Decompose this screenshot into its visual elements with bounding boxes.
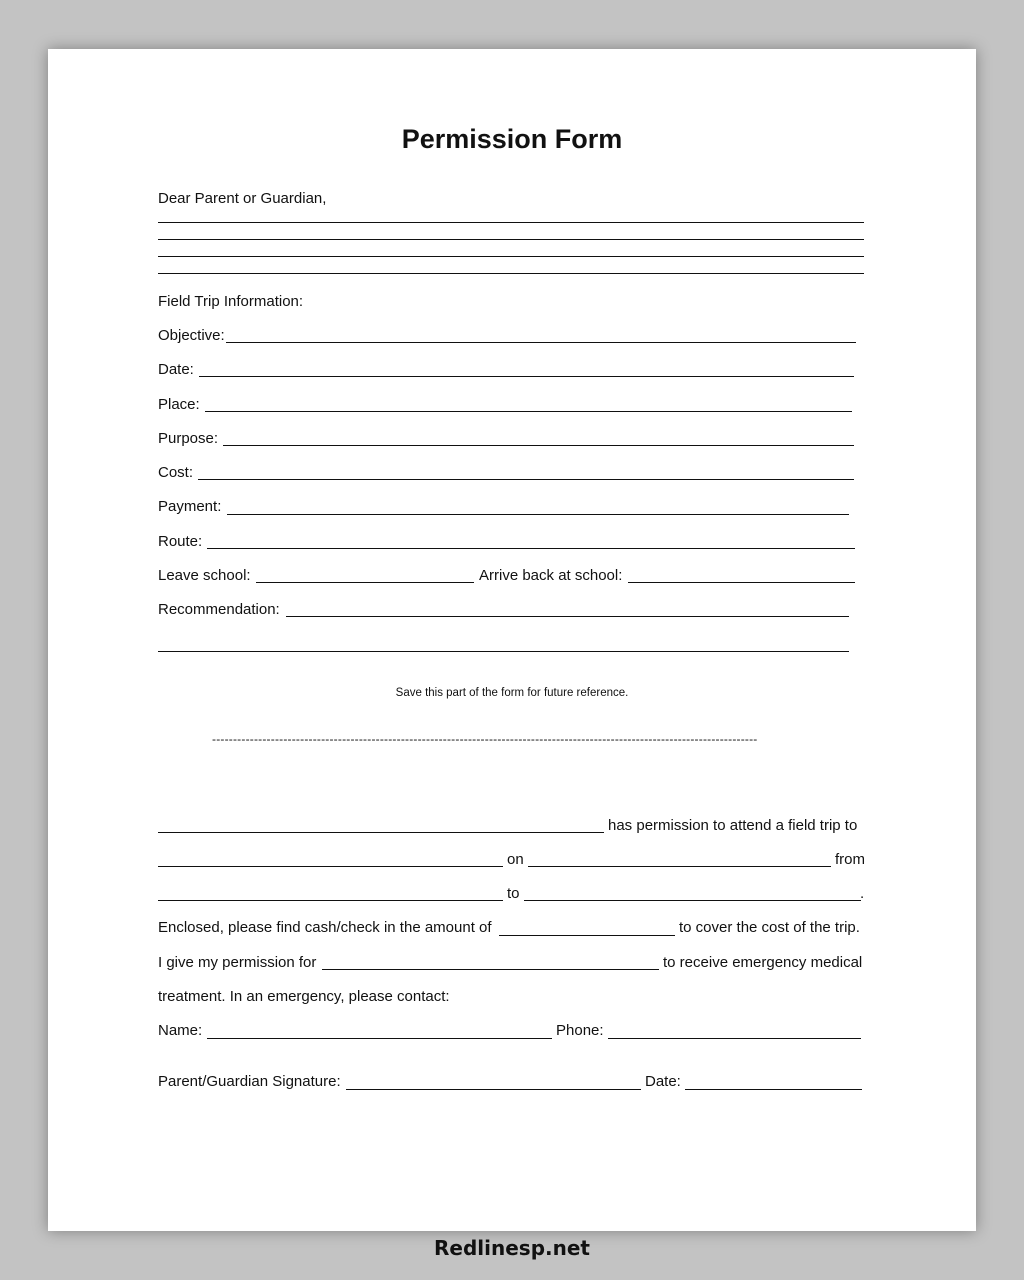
recommendation-field[interactable] [286, 616, 849, 617]
objective-label: Objective: [158, 327, 225, 344]
to-time-field[interactable] [524, 900, 861, 901]
give-permission-text: I give my permission for [158, 954, 317, 971]
page-title: Permission Form [401, 124, 623, 154]
place-field[interactable] [205, 411, 852, 412]
student-name-field[interactable] [158, 832, 604, 833]
receive-medical-text: to receive emergency medical [663, 954, 863, 971]
period-text: . [860, 885, 865, 902]
on-text: on [507, 851, 524, 868]
payment-field[interactable] [227, 514, 849, 515]
letter-line-3[interactable] [158, 256, 864, 257]
enclosed-text: Enclosed, please find cash/check in the amount of [158, 919, 492, 936]
objective-field[interactable] [226, 342, 856, 343]
greeting-text: Dear Parent or Guardian, [158, 190, 327, 207]
payment-label: Payment: [158, 498, 222, 515]
save-note: Save this part of the form for future reference. [395, 687, 629, 699]
treatment-text: treatment. In an emergency, please contact: [158, 988, 450, 1005]
signature-date-label: Date: [645, 1073, 681, 1090]
arrive-back-field[interactable] [628, 582, 855, 583]
form-page [48, 49, 976, 1231]
to-text: to [507, 885, 520, 902]
medical-name-field[interactable] [322, 969, 659, 970]
date-field[interactable] [199, 376, 854, 377]
contact-name-field[interactable] [207, 1038, 552, 1039]
recommendation-field-2[interactable] [158, 651, 849, 652]
route-label: Route: [158, 533, 203, 550]
signature-field[interactable] [346, 1089, 641, 1090]
signature-date-field[interactable] [685, 1089, 862, 1090]
destination-field[interactable] [158, 866, 503, 867]
place-label: Place: [158, 396, 200, 413]
trip-date-field[interactable] [528, 866, 831, 867]
contact-name-label: Name: [158, 1022, 203, 1039]
letter-line-4[interactable] [158, 273, 864, 274]
from-time-field[interactable] [158, 900, 503, 901]
cost-field[interactable] [198, 479, 854, 480]
arrive-back-label: Arrive back at school: [479, 567, 623, 584]
leave-school-label: Leave school: [158, 567, 251, 584]
letter-line-1[interactable] [158, 222, 864, 223]
signature-label: Parent/Guardian Signature: [158, 1073, 341, 1090]
section-label: Field Trip Information: [158, 293, 304, 310]
phone-label: Phone: [556, 1022, 604, 1039]
letter-line-2[interactable] [158, 239, 864, 240]
from-text: from [835, 851, 865, 868]
cover-cost-text: to cover the cost of the trip. [679, 919, 860, 936]
amount-field[interactable] [499, 935, 675, 936]
leave-school-field[interactable] [256, 582, 474, 583]
purpose-field[interactable] [223, 445, 854, 446]
purpose-label: Purpose: [158, 430, 219, 447]
phone-field[interactable] [608, 1038, 861, 1039]
cost-label: Cost: [158, 464, 194, 481]
watermark-text: Redlinesp.net [434, 1236, 590, 1260]
route-field[interactable] [207, 548, 855, 549]
date-label: Date: [158, 361, 194, 378]
cut-line: ---------------------------------------------------------------------------------------------------------------------------------- [212, 732, 758, 746]
recommendation-label: Recommendation: [158, 601, 280, 618]
has-permission-text: has permission to attend a field trip to [608, 817, 858, 834]
